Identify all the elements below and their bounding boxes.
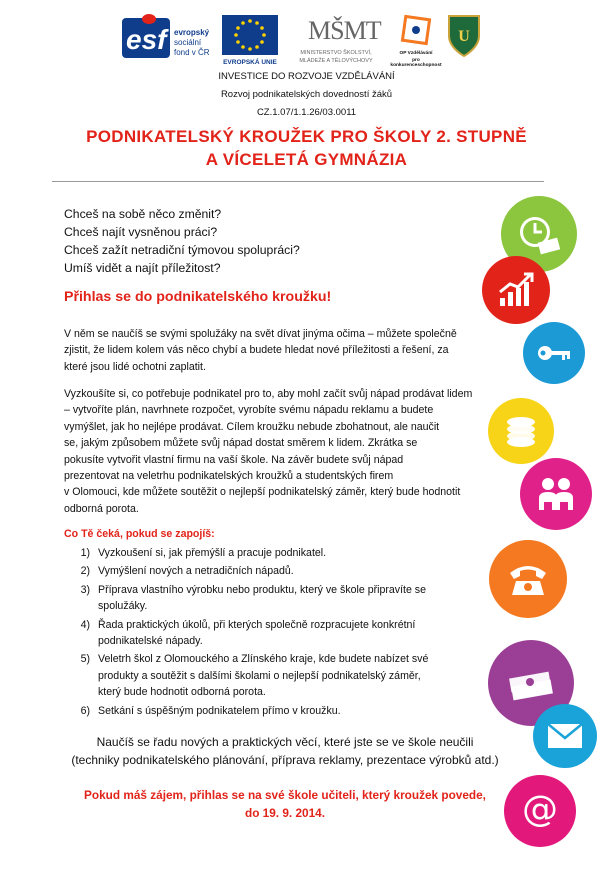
svg-text:U: U bbox=[458, 28, 470, 45]
list-number: 5) bbox=[80, 653, 90, 666]
eu-flag-icon bbox=[221, 14, 279, 56]
list-item bbox=[64, 651, 494, 700]
closing-line: Naučíš se řadu nových a praktických věcí, které jste se ve škole neučili bbox=[96, 735, 474, 749]
list-item bbox=[64, 545, 494, 561]
closing-text bbox=[60, 733, 510, 769]
list-text: Řada praktických úkolů, při kterých společně rozpracujete konkrétní bbox=[98, 618, 416, 631]
paragraph-line: se, jakým způsobem můžete svůj nápad dostat směrem k lidem. Zkrátka se bbox=[64, 437, 418, 450]
svg-text:@: @ bbox=[522, 791, 558, 830]
list-number: 1) bbox=[80, 547, 90, 559]
msmt-mark: MŠMT bbox=[308, 16, 381, 45]
op-emblem-icon bbox=[390, 14, 442, 50]
list-item bbox=[64, 617, 494, 650]
paragraph-line: odborná porota. bbox=[64, 502, 139, 515]
question: Umíš vidět a najít příležitost? bbox=[64, 261, 221, 275]
cta-line: Pokud máš zájem, přihlas se na své škole učiteli, který kroužek povede, bbox=[84, 788, 486, 802]
call-to-action bbox=[60, 786, 510, 822]
esf-text-1: evropský bbox=[174, 28, 210, 37]
benefits-list bbox=[64, 545, 494, 719]
divider bbox=[52, 181, 544, 182]
list-number: 6) bbox=[80, 704, 90, 717]
university-shield-logo bbox=[447, 14, 481, 58]
key-icon bbox=[523, 322, 585, 384]
list-number: 4) bbox=[80, 618, 90, 631]
esf-text-2: sociální bbox=[174, 38, 202, 47]
esf-logo bbox=[122, 14, 214, 68]
at-sign-icon bbox=[504, 775, 576, 847]
list-number: 2) bbox=[80, 565, 90, 578]
msmt-logo bbox=[290, 14, 382, 70]
phone-icon bbox=[489, 540, 567, 618]
list-text: Veletrh škol z Olomouckého a Zlínského kraje, kde budete nabízet své bbox=[98, 653, 429, 666]
list-text: podnikatelské nápady. bbox=[98, 635, 203, 648]
question: Chceš najít vysněnou práci? bbox=[64, 225, 218, 239]
msmt-caption-2: MLÁDEŽE A TĚLOVÝCHOVY bbox=[299, 58, 373, 64]
paragraph-line: prezentovat na veletrhu podnikatelských kroužků a studentských firem bbox=[64, 470, 394, 483]
question: Chceš zažít netradiční týmovou spolupráci? bbox=[64, 243, 300, 257]
list-item bbox=[64, 563, 494, 579]
mail-icon bbox=[533, 704, 597, 768]
paragraph-line: zjistit, že lidem kolem vás něco chybí a budete hledat nové příležitosti a řešení, za bbox=[64, 344, 449, 357]
people-icon bbox=[520, 458, 592, 530]
paragraph-line: které jsou lidé ochotni zaplatit. bbox=[64, 360, 206, 373]
page-title-line-2: A VÍCELETÁ GYMNÁZIA bbox=[205, 150, 408, 169]
list-item bbox=[64, 582, 494, 615]
op-caption-2: pro konkurenceschopnost bbox=[390, 58, 442, 68]
page-title-line-1: PODNIKATELSKÝ KROUŽEK PRO ŠKOLY 2. STUPNĚ bbox=[86, 127, 527, 146]
header-line-2: Rozvoj podnikatelských dovedností žáků bbox=[220, 89, 393, 100]
cta-line: do 19. 9. 2014. bbox=[244, 806, 325, 820]
msmt-caption-1: MINISTERSTVO ŠKOLSTVÍ, bbox=[300, 50, 372, 56]
op-logo bbox=[390, 14, 442, 70]
paragraph-line: Vyzkoušíte si, co potřebuje podnikatel pro to, aby mohl začít svůj nápad prodávat lidem bbox=[64, 388, 473, 400]
paragraph-line: pokusíte vytvořit vlastní firmu na vaší škole. Na závěr budete svůj nápad bbox=[64, 453, 404, 466]
op-caption-1: OP Vzdělávání bbox=[399, 51, 433, 56]
list-text: produkty a soutěžit s dalšími školami o nejlepší podnikatelský záměr, bbox=[98, 669, 421, 682]
list-item bbox=[64, 703, 494, 719]
list-text: Vymýšlení nových a netradičních nápadů. bbox=[98, 565, 294, 578]
paragraph-line: vymýšlet, jak ho nejlépe prodávat. Cílem kroužku nebude zbohatnout, ale naučit bbox=[64, 420, 440, 433]
list-text: Vyzkoušení si, jak přemýšlí a pracuje podnikatel. bbox=[98, 547, 327, 559]
section-heading: Přihlas se do podnikatelského kroužku! bbox=[64, 289, 332, 305]
paragraph-line: V něm se naučíš se svými spolužáky na svět dívat jinýma očima – můžete společně bbox=[64, 328, 457, 340]
esf-mark: esf bbox=[126, 24, 167, 55]
coins-icon bbox=[488, 398, 554, 464]
questions-list bbox=[64, 205, 300, 277]
list-text: Příprava vlastního výrobku nebo produktu, který ve škole připravíte se bbox=[98, 583, 426, 596]
esf-text-3: fond v ČR bbox=[174, 48, 210, 57]
eu-logo bbox=[221, 14, 279, 68]
description-paragraph bbox=[64, 386, 494, 517]
question: Chceš na sobě něco změnit? bbox=[64, 207, 222, 221]
header-line-3: CZ.1.07/1.1.26/03.0011 bbox=[256, 107, 357, 118]
list-text: spolužáky. bbox=[98, 600, 148, 613]
list-heading: Co Tě čeká, pokud se zapojíš: bbox=[64, 528, 215, 540]
intro-paragraph bbox=[64, 326, 494, 375]
paragraph-line: – vytvoříte plán, navrhnete rozpočet, vyrobíte svému nápadu reklamu a budete bbox=[64, 404, 434, 417]
eu-caption: EVROPSKÁ UNIE bbox=[223, 59, 277, 66]
list-text: Setkání s úspěšným podnikatelem přímo v kroužku. bbox=[98, 704, 341, 717]
header-line-1: INVESTICE DO ROZVOJE VZDĚLÁVÁNÍ bbox=[218, 71, 395, 82]
paragraph-line: v Olomouci, kde můžete soutěžit o nejlepší podnikatelský záměr, který bude hodnotit bbox=[64, 486, 461, 499]
list-text: který bude hodnotit odborná porota. bbox=[98, 686, 266, 699]
growth-chart-icon bbox=[482, 256, 550, 324]
list-number: 3) bbox=[80, 583, 90, 596]
shield-icon bbox=[447, 14, 481, 58]
closing-line: (techniky podnikatelského plánování, příprava reklamy, prezentace výrobků atd.) bbox=[71, 753, 499, 767]
